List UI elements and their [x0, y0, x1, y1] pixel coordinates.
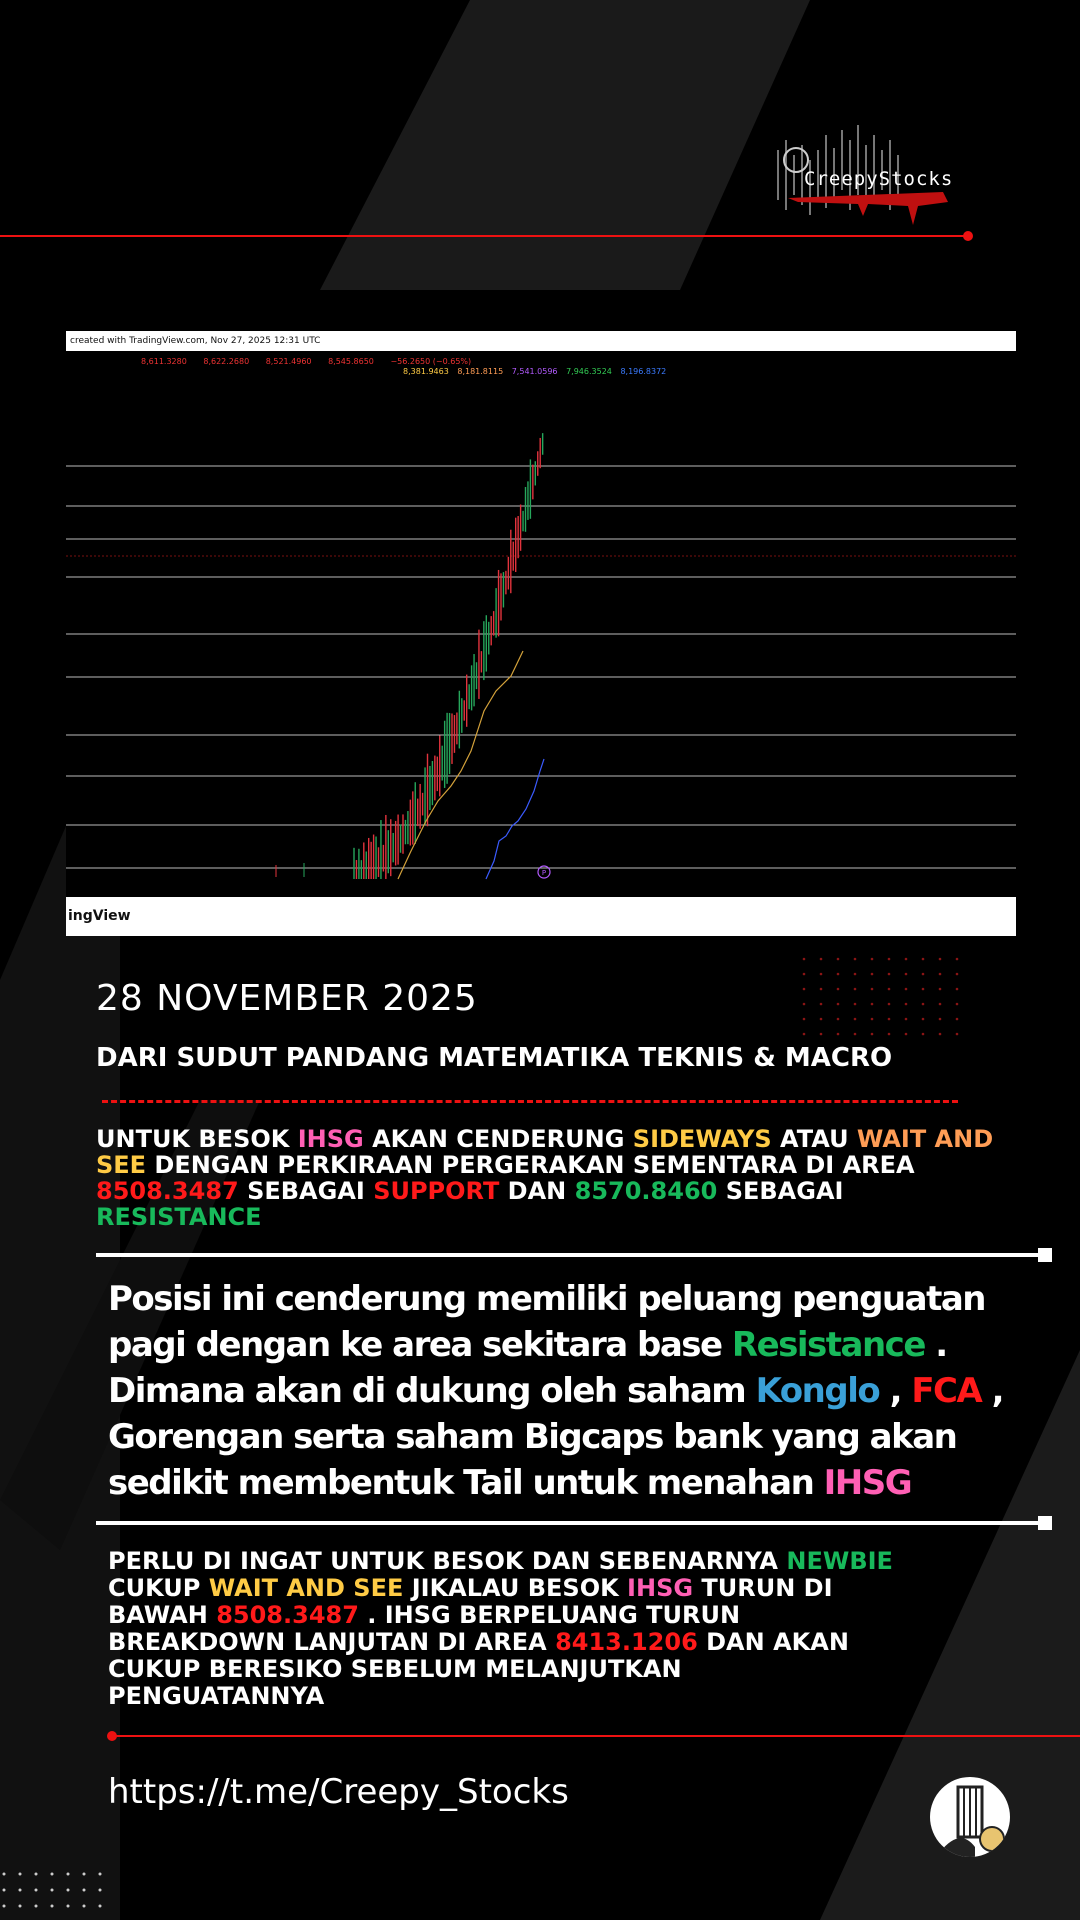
decor-dot [854, 1018, 857, 1021]
decor-dot [803, 988, 806, 991]
decor-dot [888, 1033, 891, 1036]
decor-dot [939, 1033, 942, 1036]
ihsg-highlight: IHSG [823, 1463, 912, 1503]
text: , Gorengan serta saham Bigcaps bank yang akan sedikit membentuk Tail untuk menahan [108, 1371, 1004, 1503]
top-red-divider-dot [963, 231, 973, 241]
decor-dot [854, 958, 857, 961]
red-dot-grid [800, 955, 980, 1055]
newbie-highlight: NEWBIE [786, 1547, 893, 1575]
decor-dot [939, 973, 942, 976]
decor-dot [922, 958, 925, 961]
decor-dot [905, 1033, 908, 1036]
telegram-link[interactable]: https://t.me/Creepy_Stocks [108, 1772, 569, 1812]
bottom-red-divider [112, 1735, 1080, 1737]
decor-dot [83, 1905, 86, 1908]
decor-dot [905, 988, 908, 991]
decor-dot [99, 1889, 102, 1892]
decor-dot [35, 1889, 38, 1892]
decor-dot [83, 1889, 86, 1892]
ma-value: 8,181.8115 [457, 367, 504, 376]
ohlc-change: −56.2650 (−0.65%) [390, 357, 472, 366]
avatar-graphic [930, 1777, 1010, 1857]
report-subtitle: DARI SUDUT PANDANG MATEMATIKA TEKNIS & MACRO [96, 1043, 893, 1073]
decor-dot [837, 973, 840, 976]
decor-dot [803, 1018, 806, 1021]
decor-dot [905, 973, 908, 976]
top-red-divider [0, 235, 968, 237]
decor-dot [956, 1018, 959, 1021]
ohlc-open: 8,611.3280 [141, 357, 187, 366]
text: Posisi ini cenderung memiliki peluang penguatan pagi dengan ke area sekitara base [108, 1279, 985, 1365]
text: DAN AKAN [697, 1628, 849, 1656]
text: TURUN DI [693, 1574, 833, 1602]
ihsg-highlight: IHSG [627, 1574, 694, 1602]
chart-footer: ingView [66, 897, 1016, 936]
ma-value: 8,381.9463 [403, 367, 449, 376]
resistance-value: 8570.8460 [574, 1177, 718, 1205]
decor-dot [83, 1873, 86, 1876]
decor-dot [956, 958, 959, 961]
white-divider-1 [96, 1253, 1046, 1257]
event-marker-label: P [541, 869, 547, 877]
decor-dot [35, 1873, 38, 1876]
decor-dot [3, 1905, 6, 1908]
decor-dot [19, 1889, 22, 1892]
white-divider-2-end [1038, 1516, 1052, 1530]
text: . Dimana akan di dukung oleh saham [108, 1325, 947, 1411]
text: PENGUATANNYA [108, 1682, 325, 1710]
breakdown-value-highlight: 8413.1206 [555, 1628, 698, 1656]
decor-dot [99, 1873, 102, 1876]
text: BREAKDOWN LANJUTAN DI AREA [108, 1628, 556, 1656]
decor-dot [871, 958, 874, 961]
resistance-label: RESISTANCE [96, 1203, 262, 1231]
decor-dot [803, 973, 806, 976]
text: BAWAH [108, 1601, 217, 1629]
text: SEBAGAI [717, 1177, 844, 1205]
ohlc-low: 8,521.4960 [265, 357, 312, 366]
decor-dot [888, 1003, 891, 1006]
decor-dot [837, 1033, 840, 1036]
fca-highlight: FCA [911, 1371, 982, 1411]
text: DENGAN PERKIRAAN PERGERAKAN SEMENTARA DI AREA [146, 1151, 915, 1179]
decor-dot [820, 1033, 823, 1036]
decor-dot [51, 1889, 54, 1892]
text: , [879, 1371, 912, 1411]
decor-dot [820, 958, 823, 961]
logo-text: CreepyStocks [804, 168, 954, 190]
text: DAN [499, 1177, 575, 1205]
decor-dot [888, 973, 891, 976]
decor-dot [854, 1003, 857, 1006]
konglo-highlight: Konglo [755, 1371, 880, 1411]
decor-dot [35, 1905, 38, 1908]
decor-dot [922, 973, 925, 976]
decor-dot [67, 1905, 70, 1908]
text: PERLU DI INGAT UNTUK BESOK DAN SEBENARNYA [108, 1547, 787, 1575]
text: SEBAGAI [238, 1177, 374, 1205]
decor-dot [939, 958, 942, 961]
decor-dot [956, 1003, 959, 1006]
ma-line-slow [398, 651, 523, 879]
decor-dot [871, 1003, 874, 1006]
decor-dot [888, 958, 891, 961]
red-dashed-divider [102, 1100, 958, 1103]
text: CUKUP BERESIKO SEBELUM MELANJUTKAN [108, 1655, 682, 1683]
decor-dot [3, 1889, 6, 1892]
wait-and-see-label: WAIT AND [856, 1125, 994, 1153]
decor-dot [956, 973, 959, 976]
decor-dot [939, 1003, 942, 1006]
decor-dot [871, 1033, 874, 1036]
decor-dot [905, 958, 908, 961]
decor-dot [837, 1018, 840, 1021]
decor-dot [803, 958, 806, 961]
decor-dot [67, 1889, 70, 1892]
decor-dot [939, 988, 942, 991]
decor-dot [854, 988, 857, 991]
text: CUKUP [108, 1574, 209, 1602]
support-value-highlight: 8508.3487 [216, 1601, 359, 1629]
decor-dot [820, 988, 823, 991]
decor-dot [3, 1873, 6, 1876]
decor-dot [820, 1003, 823, 1006]
decor-dot [820, 1018, 823, 1021]
text: UNTUK BESOK [96, 1125, 298, 1153]
resistance-highlight: Resistance [731, 1325, 925, 1365]
decor-dot [820, 973, 823, 976]
decor-dot [837, 1003, 840, 1006]
white-divider-2 [96, 1521, 1046, 1525]
decor-dot [922, 988, 925, 991]
chart-header: created with TradingView.com, Nov 27, 2025 12:31 UTC [66, 331, 1016, 351]
wait-and-see-label-cont: SEE [96, 1151, 147, 1179]
decor-dot [837, 988, 840, 991]
decor-dot [888, 988, 891, 991]
decor-dot [939, 1018, 942, 1021]
decor-dot [922, 1033, 925, 1036]
ihsg-label: IHSG [297, 1125, 364, 1153]
wait-and-see-highlight: WAIT AND SEE [208, 1574, 404, 1602]
decor-dot [922, 1003, 925, 1006]
support-label: SUPPORT [373, 1177, 500, 1205]
decor-dot [19, 1905, 22, 1908]
forecast-paragraph [96, 1126, 1046, 1230]
text: JIKALAU BESOK [403, 1574, 628, 1602]
decor-dot [871, 1018, 874, 1021]
ma-value: 7,541.0596 [511, 367, 558, 376]
chart-plot-area [66, 331, 1016, 936]
ma-value: 8,196.8372 [620, 367, 667, 376]
decor-dot [871, 988, 874, 991]
decor-dot [854, 973, 857, 976]
support-value: 8508.3487 [96, 1177, 239, 1205]
decor-dot [905, 1018, 908, 1021]
ma-line-fast [486, 759, 547, 879]
decor-dot [888, 1018, 891, 1021]
text: ATAU [771, 1125, 857, 1153]
decor-dot [905, 1003, 908, 1006]
bottom-red-divider-dot [107, 1731, 117, 1741]
decor-dot [871, 973, 874, 976]
decor-dot [51, 1905, 54, 1908]
ohlc-close: 8,545.8650 [328, 357, 374, 366]
ma-value: 7,946.3524 [566, 367, 612, 376]
decor-dot [67, 1873, 70, 1876]
decor-dot [922, 1018, 925, 1021]
sideways-label: SIDEWAYS [632, 1125, 772, 1153]
avatar [930, 1777, 1010, 1857]
creepystocks-logo [768, 120, 968, 230]
decor-dot [837, 958, 840, 961]
decor-dot [854, 1033, 857, 1036]
report-date: 28 NOVEMBER 2025 [96, 978, 478, 1019]
text: . IHSG BERPELUANG TURUN [358, 1601, 741, 1629]
decor-dot [803, 1033, 806, 1036]
decor-dot [956, 1033, 959, 1036]
white-divider-1-end [1038, 1248, 1052, 1262]
warning-paragraph [108, 1548, 1008, 1710]
tradingview-chart [66, 331, 1016, 936]
decor-dot [51, 1873, 54, 1876]
decor-dot [19, 1873, 22, 1876]
decor-dot [99, 1905, 102, 1908]
analysis-paragraph [108, 1276, 1038, 1506]
decor-dot [803, 1003, 806, 1006]
ohlc-high: 8,622.2680 [203, 357, 250, 366]
white-dot-grid [0, 1870, 120, 1920]
text: AKAN CENDERUNG [363, 1125, 633, 1153]
decor-dot [956, 988, 959, 991]
